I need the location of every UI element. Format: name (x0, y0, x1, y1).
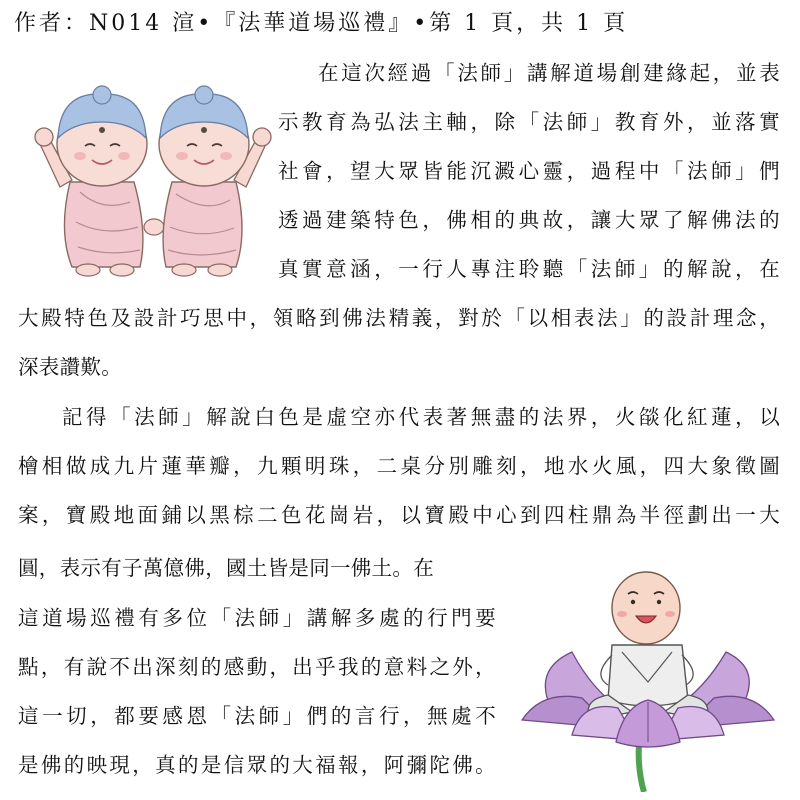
text-line: 示教育為弘法主軸，除「法師」教育外，並落實 (278, 110, 780, 134)
text-line: 記得「法師」解說白色是虛空亦代表著無盡的法界，火燄化紅蓮，以 (62, 405, 780, 429)
text-line: 這道場巡禮有多位「法師」講解多處的行門要 (18, 606, 496, 630)
text-line: 在這次經過「法師」講解道場創建緣起，並表 (318, 61, 780, 85)
text-line: 深表讚歎。 (18, 355, 122, 379)
monk-lotus-illustration (512, 560, 784, 792)
twin-buddhas-illustration (30, 82, 278, 282)
text-line: 這一切，都要感恩「法師」們的言行，無處不 (18, 704, 496, 728)
text-line: 是佛的映現，真的是信眾的大福報，阿彌陀佛。 (18, 753, 496, 777)
text-line: 圓，表示有子萬億佛，國土皆是同一佛土。在 (18, 556, 434, 580)
text-line: 檜相做成九片蓮華瓣，九顆明珠，二桌分別雕刻，地水火風，四大象徵圖 (18, 454, 780, 478)
text-line: 案，寶殿地面鋪以黑棕二色花崗岩，以寶殿中心到四柱鼎為半徑劃出一大 (18, 503, 780, 527)
text-line: 真實意涵，一行人專注聆聽「法師」的解說，在 (278, 257, 780, 281)
left-buddha (35, 86, 147, 276)
text-line: 透過建築特色，佛相的典故，讓大眾了解佛法的 (278, 208, 780, 232)
text-line: 社會，望大眾皆能沉澱心靈，過程中「法師」們 (278, 159, 780, 183)
right-buddha (159, 86, 271, 276)
text-line: 大殿特色及設計巧思中，領略到佛法精義，對於「以相表法」的設計理念， (18, 306, 780, 330)
text-line: 點，有說不出深刻的感動，出乎我的意料之外， (18, 655, 496, 679)
page-header: 作者：N014 渲•『法華道場巡禮』•第 1 頁，共 1 頁 (14, 11, 629, 36)
